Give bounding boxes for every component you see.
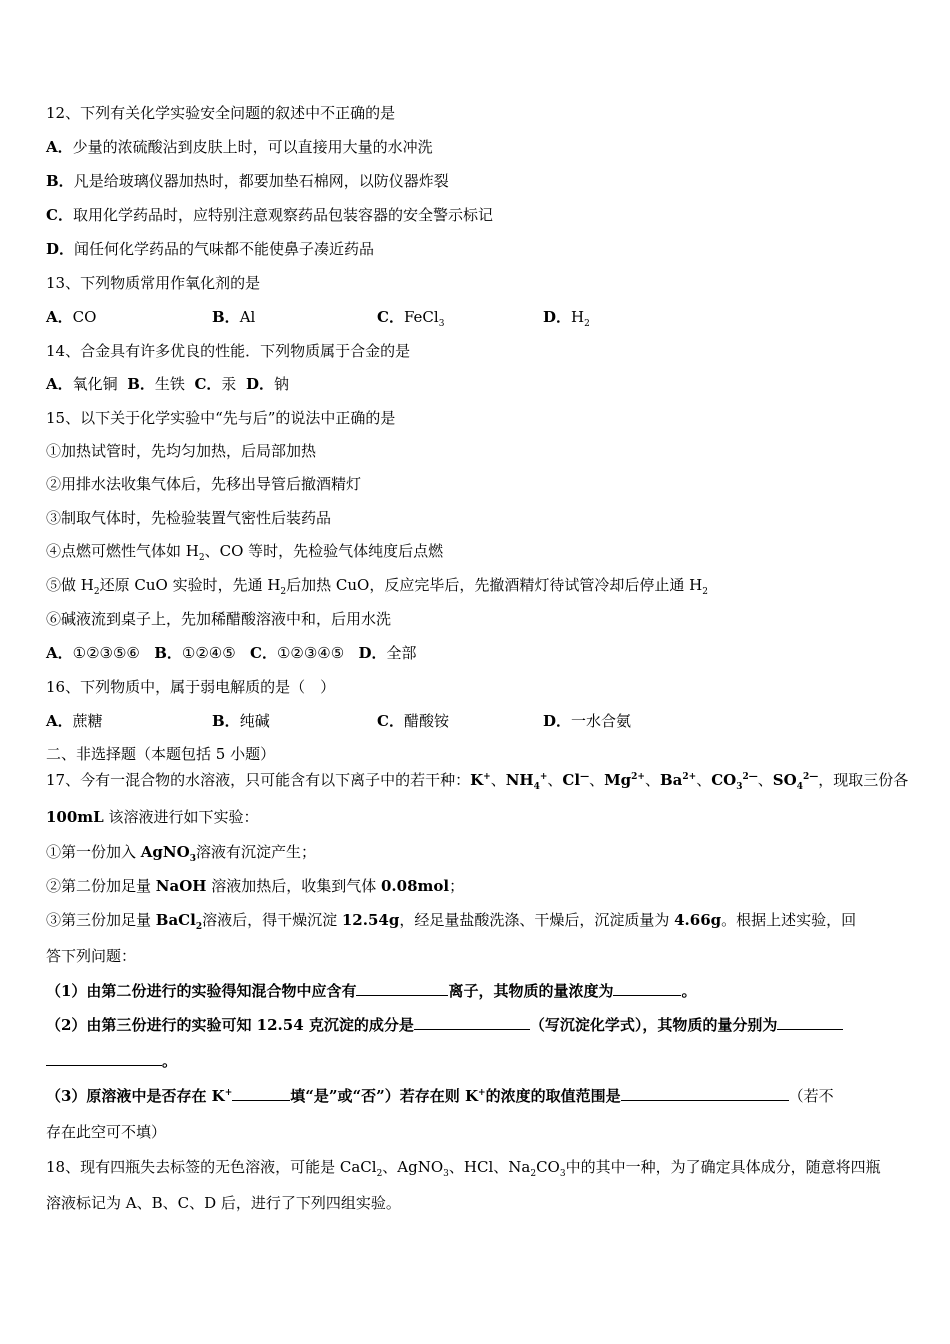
blank-1[interactable] [356,981,448,996]
ion-mg: $Mg^{2+}$ [604,771,645,789]
ion-ba: $Ba^{2+}$ [660,771,697,789]
q17-stem-line2: 100mL 该溶液进行如下实验： [46,808,259,826]
q12-option-d: D．闻任何化学药品的气味都不能使鼻子凑近药品 [46,240,375,258]
section-heading: 二、非选择题（本题包括 5 小题） [46,745,276,763]
q14-options: A．氧化铜 B．生铁 C．汞 D．钠 [46,375,289,393]
q16-option-a: A．蔗糖 [46,712,103,730]
q12-option-c: C．取用化学药品时，应特别注意观察药品包装容器的安全警示标记 [46,206,493,224]
q17-exp-2: ②第二份加足量 NaOH 溶液加热后，收集到气体 0.08mol； [46,877,465,895]
q15-options: A．①②③⑤⑥ B．①②④⑤ C．①②③④⑤ D．全部 [46,644,417,662]
q16-option-b: B．纯碱 [212,712,270,730]
q17-part-1: （1）由第二份进行的实验得知混合物中应含有 离子，其物质的量浓度为 。 [46,982,697,1000]
blank-3[interactable] [414,1015,530,1030]
q15-item-6: ⑥碱液流到桌子上，先加稀醋酸溶液中和，后用水洗 [46,610,392,628]
ion-so4: $SO_4^{2—}$ [772,771,819,792]
q16-option-c: C．醋酸铵 [377,712,449,730]
blank-2[interactable] [613,981,681,996]
q15-item-2: ②用排水法收集气体后，先移出导管后撤酒精灯 [46,475,362,493]
q16-option-d: D．一水合氨 [543,712,632,730]
ion-k: K+ [470,771,491,789]
q13-option-c: C．FeCl$_3$ [377,308,445,329]
q15-item-5: ⑤做 $H_2$还原 CuO 实验时，先通 $H_2$后加热 CuO，反应完毕后，先撤酒精灯待试管冷却后停止通 $H_2$ [46,576,708,597]
q17-part-2-cont: 。 [46,1051,177,1071]
q13-stem: 13、下列物质常用作氧化剂的是 [46,274,261,292]
ion-cl: Cl— [562,771,590,789]
q16-stem: 16、下列物质中，属于弱电解质的是（ ） [46,678,336,696]
q17-part-3-cont: 存在此空可不填） [46,1123,167,1141]
q13-option-d: D．$H_2$ [543,308,590,329]
q17-stem-line1: 17、今有一混合物的水溶液，只可能含有以下离子中的若干种：K+、$NH_4^+$、Cl—、$Mg^{2+}$、$Ba^{2+}$、$CO_3^{2—}$、$SO_4^{2—}$，现取三份各 [46,771,909,792]
ion-nh4: $NH_4^+$ [505,771,548,792]
q15-item-3: ③制取气体时，先检验装置气密性后装药品 [46,509,332,527]
q18-stem-line1: 18、现有四瓶失去标签的无色溶液，可能是 CaCl$_2$、AgNO$_3$、HCl、$Na_2CO_3$中的其中一种，为了确定具体成分，随意将四瓶 [46,1158,881,1179]
blank-7[interactable] [621,1086,789,1101]
q13-option-b: B．Al [212,308,256,326]
q15-stem: 15、以下关于化学实验中“先与后”的说法中正确的是 [46,409,396,427]
q12-option-b: B．凡是给玻璃仪器加热时，都要加垫石棉网，以防仪器炸裂 [46,172,449,190]
q15-item-1: ①加热试管时，先均匀加热，后局部加热 [46,442,317,460]
q12-option-a: A．少量的浓硫酸沾到皮肤上时，可以直接用大量的水冲洗 [46,138,433,156]
q17-exp-3: ③第三份加足量 BaCl$_2$溶液后，得干燥沉淀 12.54g，经足量盐酸洗涤、干燥后，沉淀质量为 4.66g。根据上述实验，回 [46,911,857,932]
blank-4[interactable] [777,1015,843,1030]
ion-co3: $CO_3^{2—}$ [711,771,758,792]
q17-exp-3-cont: 答下列问题： [46,947,137,965]
blank-6[interactable] [232,1086,290,1101]
q15-item-4: ④点燃可燃性气体如 $H_2$、CO 等时，先检验气体纯度后点燃 [46,542,444,563]
q18-stem-line2: 溶液标记为 A、B、C、D 后，进行了下列四组实验。 [46,1194,401,1212]
q13-option-a: A．CO [46,308,97,326]
q17-part-3: （3）原溶液中是否存在 K+ 填“是”或“否”）若存在则 K+的浓度的取值范围是 （若不 [46,1087,834,1105]
q14-stem: 14、合金具有许多优良的性能．下列物质属于合金的是 [46,342,411,360]
q12-stem: 12、下列有关化学实验安全问题的叙述中不正确的是 [46,104,396,122]
blank-5[interactable] [46,1051,162,1066]
q17-exp-1: ①第一份加入 AgNO$_3$溶液有沉淀产生； [46,843,316,864]
q17-part-2: （2）由第三份进行的实验可知 12.54 克沉淀的成分是 （写沉淀化学式），其物质的量分别为 [46,1015,843,1035]
